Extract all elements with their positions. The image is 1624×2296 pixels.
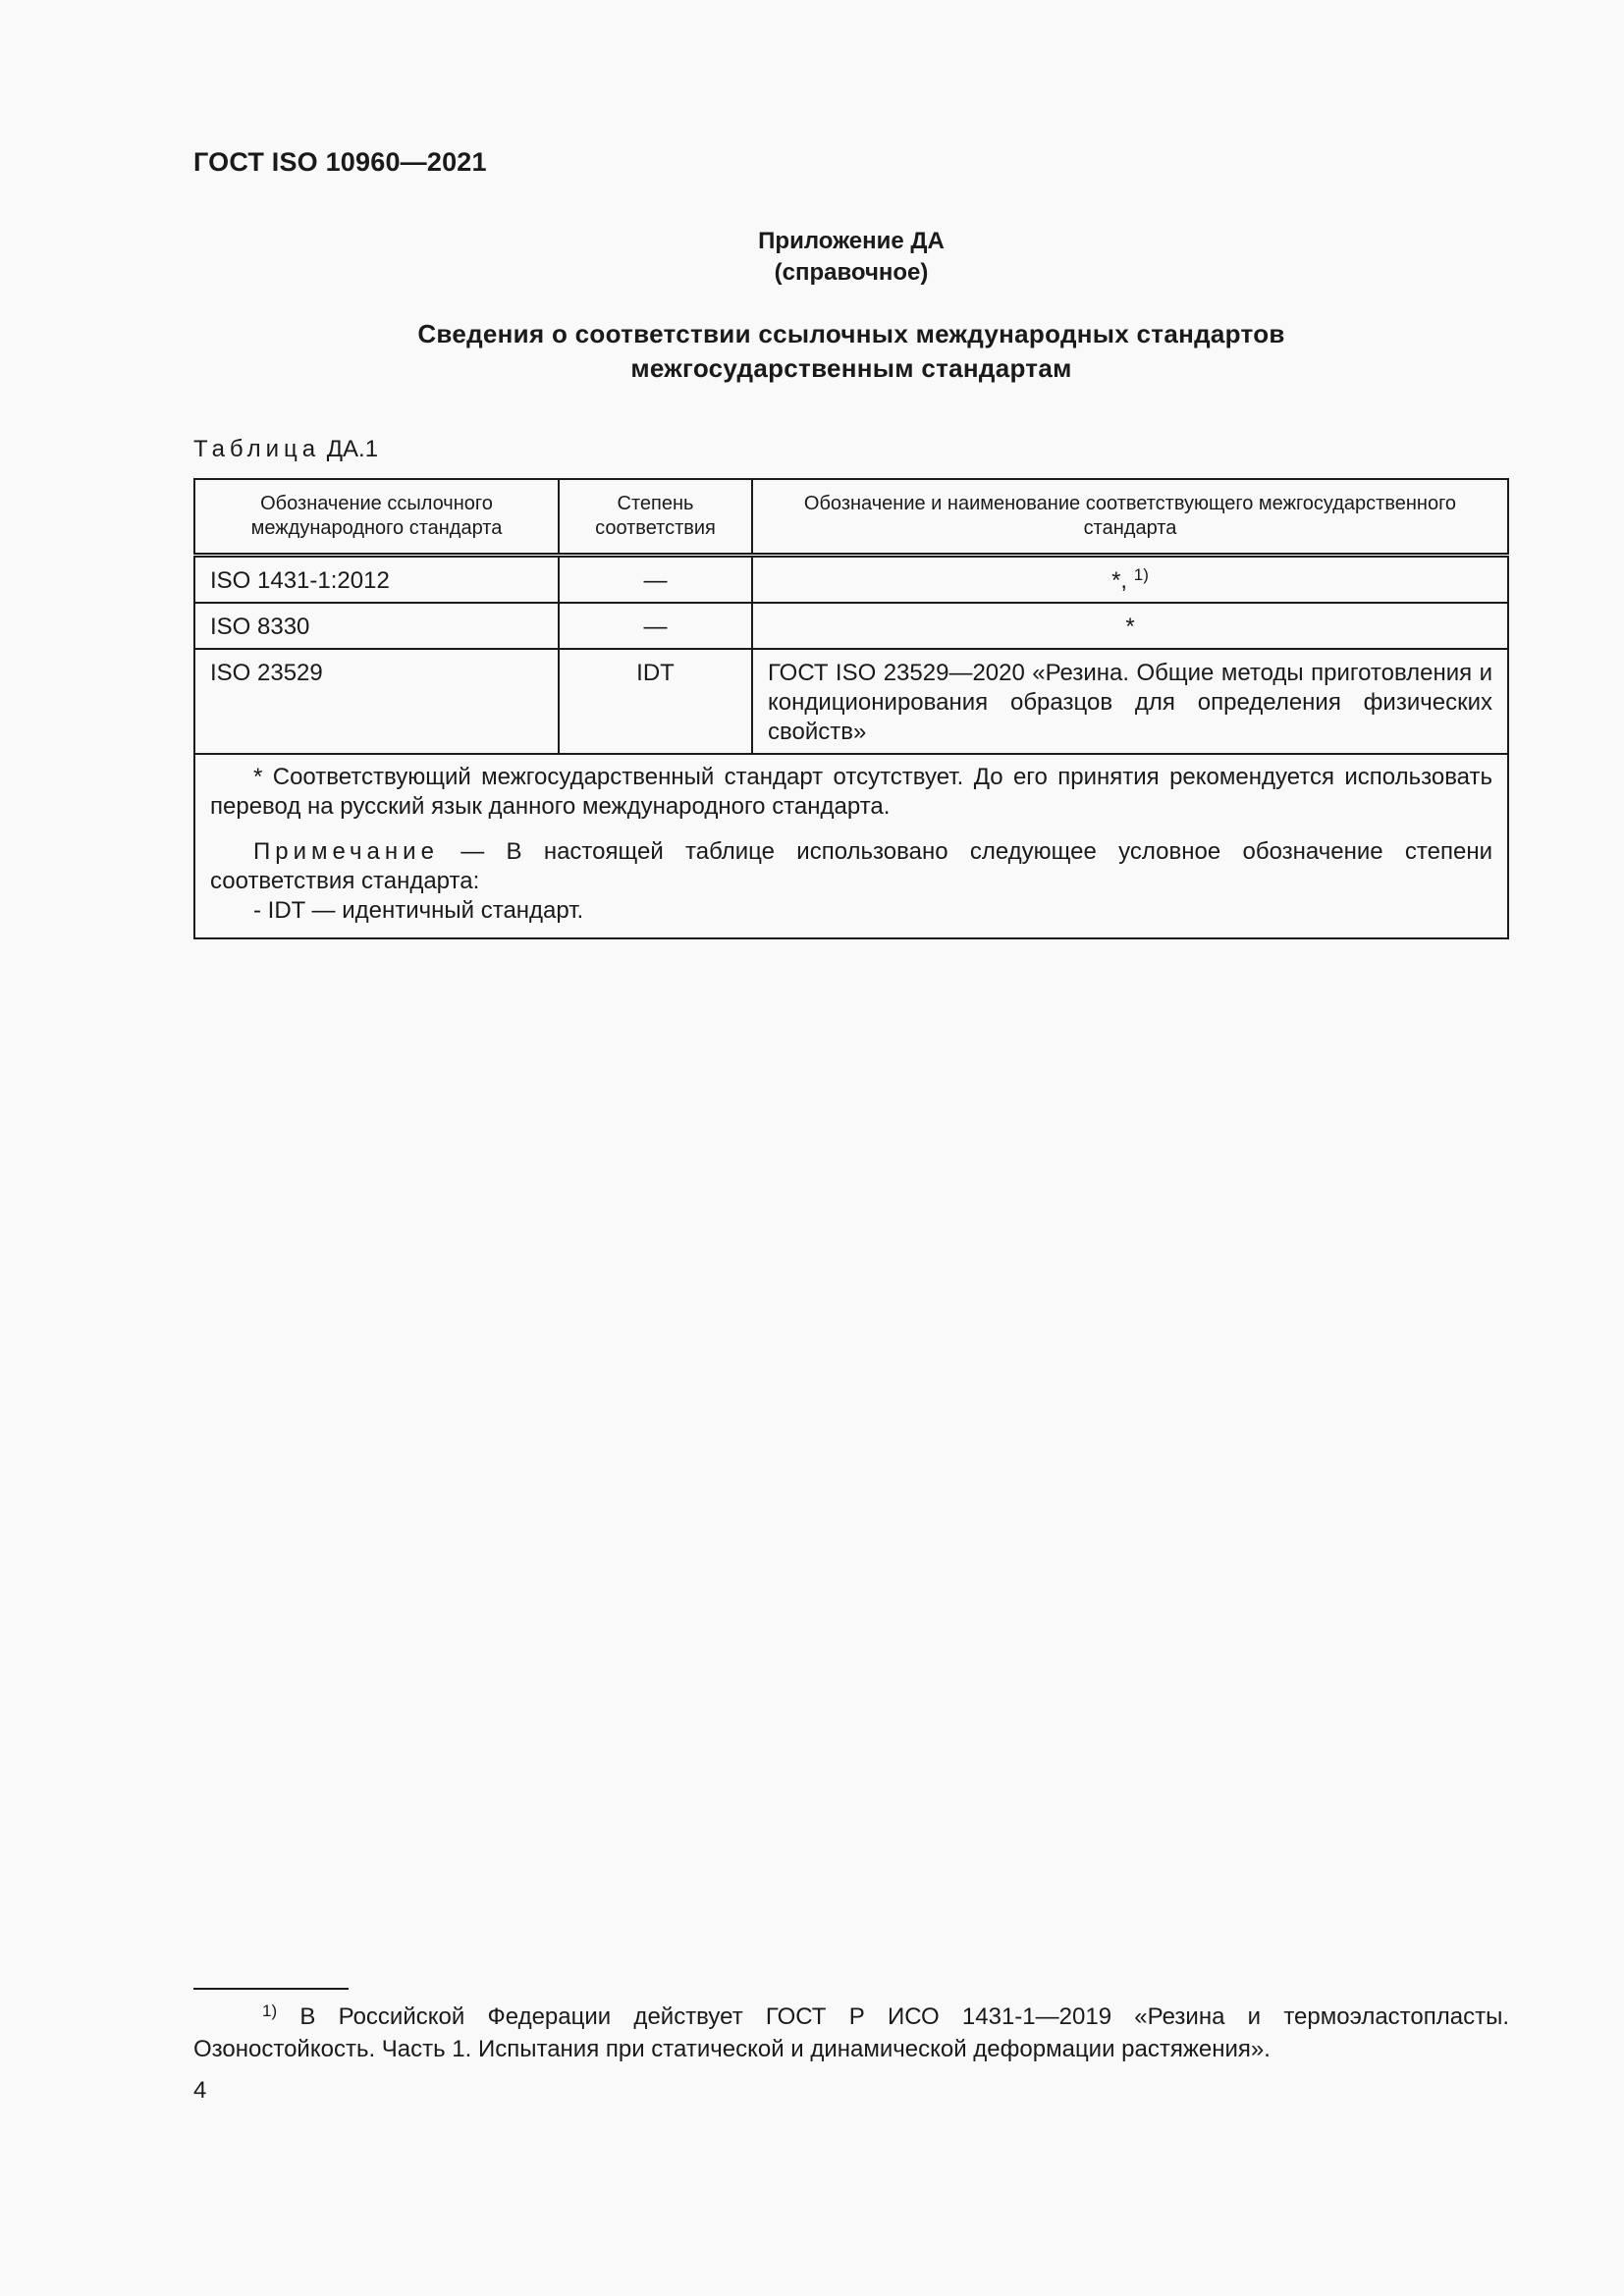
cell-reference-standard: ISO 23529 — [194, 649, 559, 754]
table-header-row — [194, 479, 1508, 556]
note-item: - IDT — идентичный стандарт. — [253, 897, 584, 924]
cell-interstate-standard: ГОСТ ISO 23529—2020 «Резина. Общие методы приготовления и кондиционирования образцов для определения физических свойств» — [752, 649, 1508, 754]
footnote-separator — [193, 1988, 349, 1990]
cell-degree: — — [559, 603, 752, 649]
table-row — [194, 603, 1508, 649]
footnote — [193, 2001, 1509, 2065]
cell-reference-standard: ISO 1431-1:2012 — [194, 556, 559, 604]
appendix-type: (справочное) — [774, 259, 929, 286]
cell-interstate-standard-text: *, — [1111, 567, 1128, 594]
table-caption-number: ДА.1 — [326, 436, 379, 462]
footnote-ref: 1) — [1133, 565, 1149, 584]
footnote-text: В Российской Федерации действует ГОСТ Р ИСО 1431-1—2019 «Резина и термоэластопласты. Озоностойкость. Часть 1. Испытания при статической и динамической деформации растяжения». — [193, 2003, 1509, 2062]
note-text: — В настоящей таблице использовано следующее условное обозначение степени соответствия стандарта: — [210, 838, 1492, 894]
table-notes — [194, 754, 1508, 938]
header-degree: Степень соответствия — [559, 479, 752, 556]
section-title-line-1: Сведения о соответствии ссылочных международных стандартов — [417, 319, 1285, 348]
table-notes-row — [194, 754, 1508, 938]
cell-interstate-standard: * — [752, 603, 1508, 649]
table-caption-word: Таблица — [193, 436, 321, 462]
appendix-label: Приложение ДА — [758, 228, 945, 254]
footnote-marker: 1) — [262, 2002, 278, 2020]
cell-degree: — — [559, 556, 752, 604]
table-row — [194, 556, 1508, 604]
header-reference-standard: Обозначение ссылочного международного стандарта — [194, 479, 559, 556]
document-code: ГОСТ ISO 10960—2021 — [193, 147, 487, 177]
section-title — [193, 317, 1509, 386]
cell-reference-standard: ISO 8330 — [194, 603, 559, 649]
section-title-line-2: межгосударственным стандартам — [630, 353, 1072, 383]
cell-interstate-standard — [752, 556, 1508, 604]
asterisk-note: * Соответствующий межгосударственный стандарт отсутствует. До его принятия рекомендуется использовать перевод на русский язык данного международного стандарта. — [210, 764, 1492, 820]
page-number: 4 — [193, 2077, 207, 2104]
appendix-heading — [193, 226, 1509, 289]
cell-degree: IDT — [559, 649, 752, 754]
note-paragraph — [210, 837, 1492, 896]
table-row — [194, 649, 1508, 754]
standards-correspondence-table — [193, 478, 1509, 939]
table-caption — [193, 436, 378, 463]
note-label: Примечание — [253, 838, 439, 865]
header-interstate-standard: Обозначение и наименование соответствующего межгосударственного стандарта — [752, 479, 1508, 556]
